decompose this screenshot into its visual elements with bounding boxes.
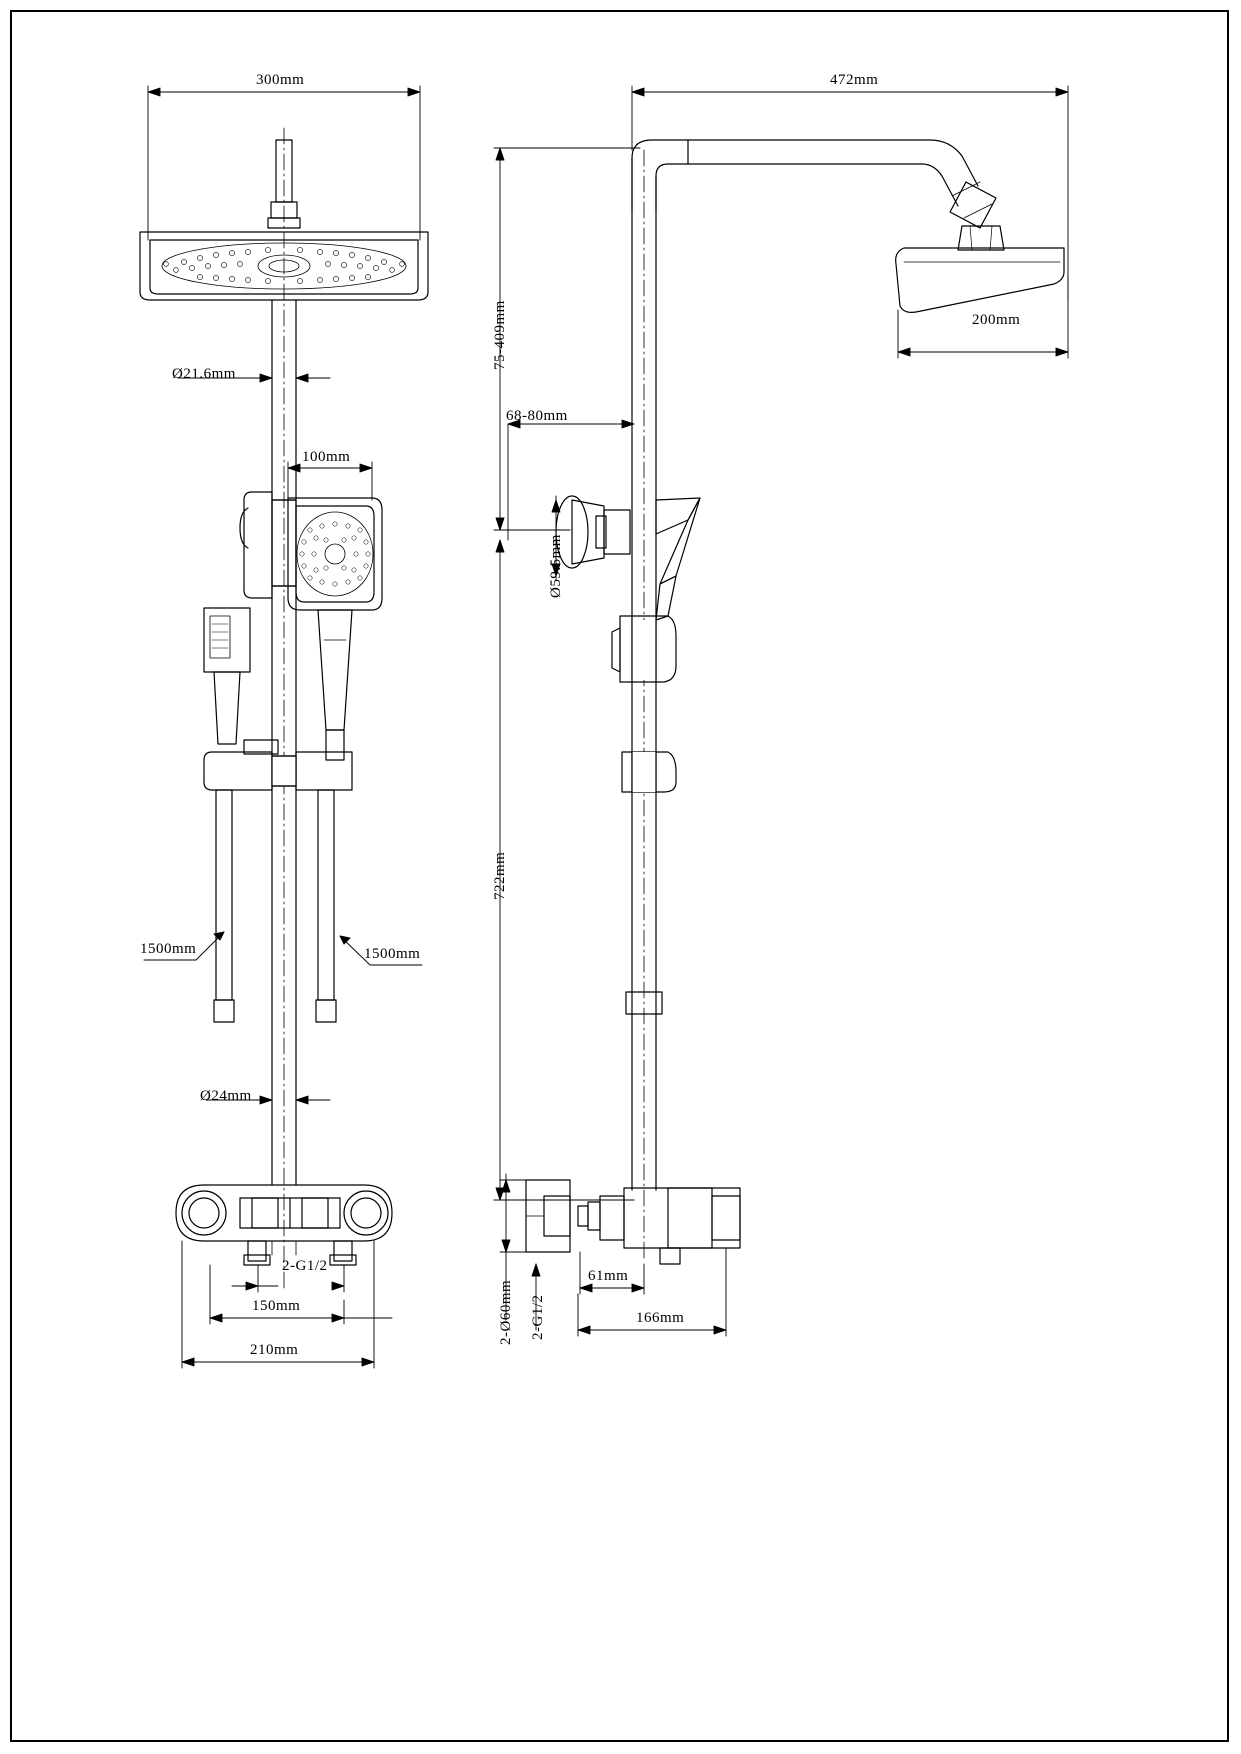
dim-head-depth: 200mm	[972, 312, 1021, 328]
dim-side-inlet-thread: 2-G1/2	[530, 1294, 546, 1340]
dim-total-height: 722mm	[492, 851, 508, 900]
dim-spout-offset: 61mm	[588, 1268, 629, 1284]
dim-hose-right: 1500mm	[364, 946, 421, 962]
dim-lower-pipe-dia: Ø24mm	[200, 1088, 252, 1104]
dim-wall-offset: 68-80mm	[506, 408, 568, 424]
dim-hand-shower-width: 100mm	[302, 449, 351, 465]
dim-mixer-width: 210mm	[250, 1342, 299, 1358]
dim-front-inlet-thread: 2-G1/2	[282, 1258, 328, 1274]
dim-hose-left: 1500mm	[140, 941, 197, 957]
dim-flange-dia: Ø59.5mm	[548, 534, 564, 598]
dim-inlet-spacing: 150mm	[252, 1298, 301, 1314]
dim-inlet-flange-dia: 2-Ø60mm	[498, 1279, 514, 1345]
dim-riser-pipe-dia: Ø21.6mm	[172, 366, 236, 382]
dim-arm-reach: 472mm	[830, 72, 879, 88]
dim-head-width: 300mm	[256, 72, 305, 88]
dim-height-range: 75-409mm	[492, 300, 508, 370]
dim-base-depth: 166mm	[636, 1310, 685, 1326]
